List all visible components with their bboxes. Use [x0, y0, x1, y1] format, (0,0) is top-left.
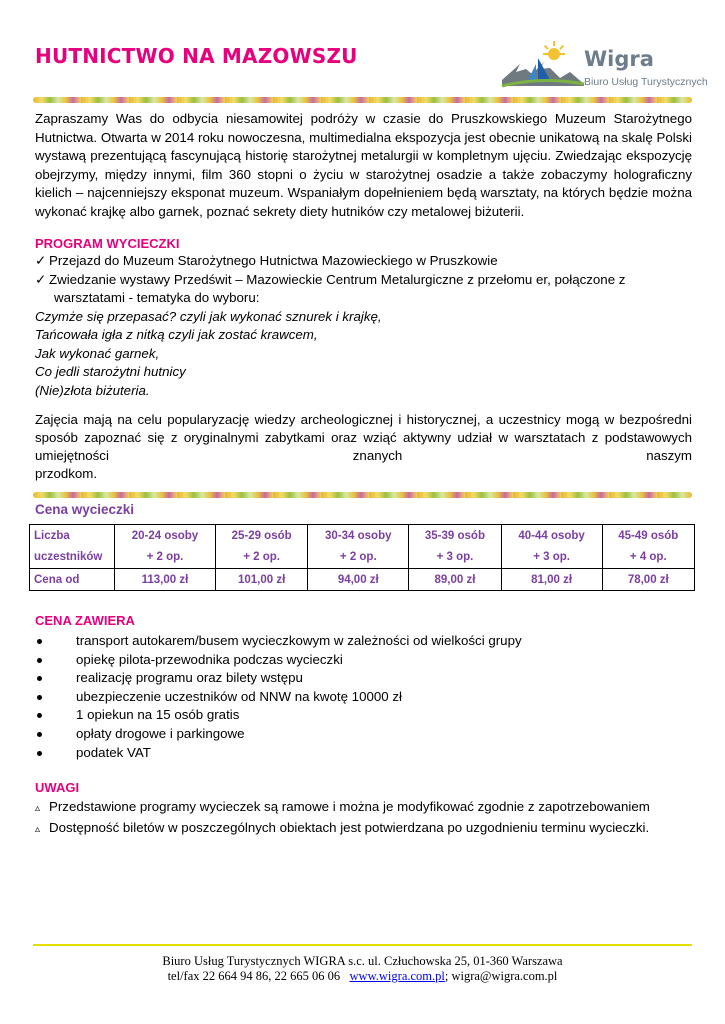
logo-subtitle: Biuro Usług Turystycznych: [584, 76, 708, 88]
table-cell-group: 20-24 osoby: [115, 525, 216, 547]
footer-contact: [0, 969, 725, 984]
summary-line-spread: [35, 447, 692, 466]
table-cell-guides: + 3 op.: [501, 547, 602, 569]
table-cell-label: Cena od: [30, 569, 115, 591]
page-title: HUTNICTWO NA MAZOWSZU: [35, 44, 358, 68]
table-cell-price: 81,00 zł: [501, 569, 602, 591]
table-cell-guides: + 2 op.: [115, 547, 216, 569]
table-row: [30, 569, 695, 591]
triangle-icon: ▵: [35, 803, 41, 814]
includes-heading: CENA ZAWIERA: [35, 613, 135, 628]
table-cell-guides: + 4 op.: [602, 547, 694, 569]
table-cell-label: Liczba: [30, 525, 115, 547]
table-cell-guides: + 3 op.: [409, 547, 501, 569]
website-link[interactable]: www.wigra.com.pl: [349, 969, 445, 983]
program-list: [35, 252, 695, 400]
list-item: [35, 669, 522, 688]
table-cell-price: 113,00 zł: [115, 569, 216, 591]
table-cell-label: uczestników: [30, 547, 115, 569]
notes-heading: UWAGI: [35, 780, 80, 795]
list-item-text: podatek VAT: [76, 744, 151, 760]
notes-list: [35, 797, 650, 839]
program-heading: PROGRAM WYCIECZKI: [35, 236, 180, 251]
list-item-text: opiekę pilota-przewodnika podczas wycieczki: [76, 651, 343, 667]
summary-word: znanych: [352, 448, 403, 463]
bullet-icon: [37, 713, 42, 718]
summary-word: umiejętności: [35, 448, 109, 463]
list-item: [35, 632, 522, 651]
bullet-icon: [37, 639, 42, 644]
includes-list: [35, 632, 522, 762]
logo-name: Wigra: [584, 47, 654, 71]
list-item-text: opłaty drogowe i parkingowe: [76, 725, 245, 741]
price-table: [29, 524, 695, 591]
table-row: [30, 525, 695, 547]
list-item: [35, 797, 650, 818]
check-icon: ✓: [35, 253, 47, 268]
list-item: [35, 744, 522, 763]
program-item-continuation: warsztatami - tematyka do wyboru:: [54, 290, 260, 305]
check-icon: ✓: [35, 271, 47, 287]
list-item: [35, 706, 522, 725]
table-cell-group: 25-29 osób: [215, 525, 307, 547]
list-item-text: ubezpieczenie uczestników od NNW na kwotę 10000 zł: [76, 688, 402, 704]
flower-divider: [33, 492, 692, 498]
list-item-text: Dostępność biletów w poszczególnych obiektach jest potwierdzana po uzgodnieniu terminu wycieczki.: [49, 820, 650, 835]
triangle-icon: ▵: [35, 824, 41, 835]
program-item: [35, 252, 695, 271]
program-item-text: Zwiedzanie wystawy Przedświt – Mazowieckie Centrum Metalurgiczne z przełomu er, połączone z: [49, 271, 626, 287]
list-item-text: Przedstawione programy wycieczek są ramowe i można je modyfikować zgodnie z zapotrzebowaniem: [49, 799, 650, 814]
bullet-icon: [37, 695, 42, 700]
list-item-text: realizację programu oraz bilety wstępu: [76, 670, 303, 686]
summary-line: przodkom.: [35, 466, 98, 481]
flower-divider: [33, 97, 692, 103]
footer-divider: [33, 944, 692, 946]
workshop-topic: Co jedli starożytni hutnicy: [35, 364, 186, 379]
bullet-icon: [37, 658, 42, 663]
table-cell-group: 35-39 osób: [409, 525, 501, 547]
list-item: [35, 651, 522, 670]
summary-line: sposób zapoznać się z oryginalnymi zabytkami oraz wziąć aktywny udział w warsztatach z podstawowych: [35, 430, 692, 445]
table-cell-price: 89,00 zł: [409, 569, 501, 591]
summary-word: naszym: [646, 448, 692, 463]
workshop-topic: Jak wykonać garnek,: [35, 345, 160, 361]
mountain-sailboat-logo-icon: [498, 40, 588, 96]
intro-paragraph: Zapraszamy Was do odbycia niesamowitej podróży w czasie do Pruszkowskiego Muzeum Starożytnego Hutnictwa. Otwarta w 2014 roku nowoczesna, multimedialna ekspozycja jest obecnie unikatową na skalę Polski wystawą prezentującą fascynującą historię starożytnej metalurgii w kompletnym ujęciu. Zwiedzając ekspozycję obejrzymy, między innymi, film 360 stopni o życiu w starożytnej osadzie a także zobaczymy holograficzny kielich – najcenniejszy eksponat muzeum. Wspaniałym dopełnieniem będą warsztaty, na których będzie można wykonać krajkę albo garnek, poznać sekrety diety hutników czy metalowej biżuterii.: [35, 111, 692, 219]
list-item: [35, 688, 522, 707]
list-item: [35, 725, 522, 744]
table-cell-group: 45-49 osób: [602, 525, 694, 547]
footer-address: Biuro Usług Turystycznych WIGRA s.c. ul. Człuchowska 25, 01-360 Warszawa: [162, 954, 563, 968]
program-item-text: Przejazd do Muzeum Starożytnego Hutnictwa Mazowieckiego w Pruszkowie: [49, 253, 498, 268]
workshop-topic: Czymże się przepasać? czyli jak wykonać sznurek i krajkę,: [35, 308, 382, 324]
list-item-text: transport autokarem/busem wycieczkowym w zależności od wielkości grupy: [76, 633, 522, 648]
table-row: [30, 547, 695, 569]
wigra-logo: [498, 40, 723, 96]
table-cell-price: 94,00 zł: [308, 569, 409, 591]
table-cell-price: 101,00 zł: [215, 569, 307, 591]
table-cell-price: 78,00 zł: [602, 569, 694, 591]
bullet-icon: [37, 732, 42, 737]
summary-line: Zajęcia mają na celu popularyzację wiedzy archeologicznej i historycznej, a uczestnicy mogą w bezpośredni: [35, 412, 692, 427]
workshop-topic: (Nie)złota biżuteria.: [35, 382, 150, 398]
bullet-icon: [37, 751, 42, 756]
table-cell-guides: + 2 op.: [308, 547, 409, 569]
list-item: [35, 818, 650, 839]
program-item: [35, 271, 695, 290]
table-cell-group: 30-34 osoby: [308, 525, 409, 547]
footer-email: ; wigra@wigra.com.pl: [444, 969, 558, 983]
footer-phone: tel/fax 22 664 94 86, 22 665 06 06: [167, 969, 341, 983]
bullet-icon: [37, 676, 42, 681]
price-heading: Cena wycieczki: [35, 502, 135, 517]
list-item-text: 1 opiekun na 15 osób gratis: [76, 707, 240, 723]
workshop-topic: Tańcowała igła z nitką czyli jak zostać krawcem,: [35, 327, 318, 342]
table-cell-guides: + 2 op.: [215, 547, 307, 569]
table-cell-group: 40-44 osoby: [501, 525, 602, 547]
